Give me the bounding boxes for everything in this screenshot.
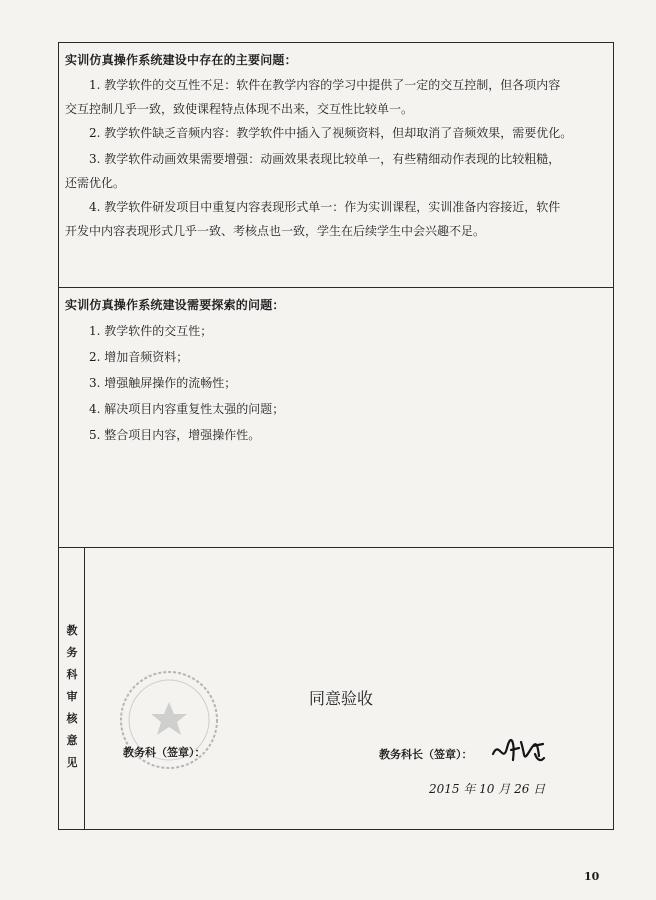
page-number: 10 <box>584 870 600 883</box>
paragraph-line: 1. 教学软件的交互性不足：软件在教学内容的学习中提供了一定的交互控制，但各项内容 <box>89 78 561 92</box>
section-heading: 实训仿真操作系统建设中存在的主要问题： <box>65 53 297 67</box>
problem-paragraph-1 <box>65 73 605 121</box>
list-item: 4. 解决项目内容重复性太强的问题； <box>89 402 285 416</box>
label-char: 核 <box>66 712 78 725</box>
label-char: 审 <box>66 690 78 703</box>
paragraph-line: 4. 教学软件研发项目中重复内容表现形式单一：作为实训课程，实训准备内容接近，软件 <box>89 200 561 214</box>
paragraph-line: 还需优化。 <box>65 176 126 190</box>
approval-text: 同意验收 <box>309 689 374 708</box>
handwritten-signature <box>489 734 547 768</box>
label-char: 科 <box>66 668 78 681</box>
paragraph-line: 交互控制几乎一致，致使课程特点体现不出来，交互性比较单一。 <box>65 102 414 116</box>
issues-to-explore-section <box>59 288 613 548</box>
list-item: 1. 教学软件的交互性； <box>89 324 213 338</box>
review-opinion-section <box>59 548 613 829</box>
existing-problems-section <box>59 43 613 288</box>
problem-paragraph-3 <box>65 147 605 195</box>
paragraph-line: 3. 教学软件动画效果需要增强：动画效果表现比较单一，有些精细动作表现的比较粗糙， <box>89 152 561 166</box>
label-char: 意 <box>66 734 78 747</box>
list-item: 3. 增强触屏操作的流畅性； <box>89 376 237 390</box>
section-heading: 实训仿真操作系统建设需要探索的问题： <box>65 298 285 312</box>
list-item: 2. 增加音频资料； <box>89 350 189 364</box>
label-char: 见 <box>66 756 78 769</box>
side-label-column <box>59 548 85 829</box>
problem-paragraph-4 <box>65 195 605 243</box>
problem-paragraph-2 <box>65 121 605 145</box>
list-item: 5. 整合项目内容，增强操作性。 <box>89 428 261 442</box>
vertical-label <box>59 620 85 774</box>
paragraph-line: 2. 教学软件缺乏音频内容：教学软件中插入了视频资料，但却取消了音频效果，需要优化。 <box>89 126 573 140</box>
signature-date: 2015 年 10 月 26 日 <box>429 782 546 796</box>
office-signature-label: 教务科（签章）： <box>123 746 206 759</box>
form-frame <box>58 42 614 830</box>
chief-signature-label: 教务科长（签章）： <box>379 748 473 761</box>
label-char: 务 <box>66 646 78 659</box>
paragraph-line: 开发中内容表现形式几乎一致、考核点也一致，学生在后续学生中会兴趣不足。 <box>65 224 486 238</box>
label-char: 教 <box>66 624 78 637</box>
